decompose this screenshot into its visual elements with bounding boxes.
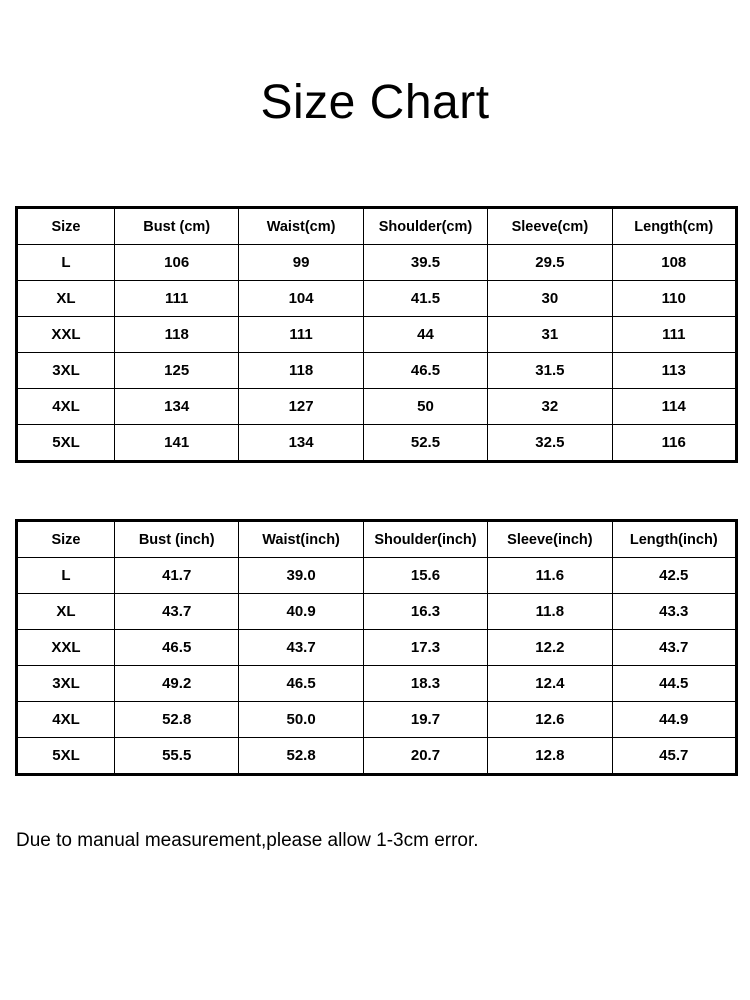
table-row <box>17 558 737 594</box>
cell-shoulder: 46.5 <box>363 353 487 389</box>
cell-bust: 55.5 <box>115 738 239 775</box>
cell-waist: 52.8 <box>239 738 363 775</box>
cell-sleeve: 12.8 <box>488 738 612 775</box>
cell-sleeve: 32 <box>488 389 612 425</box>
cell-shoulder: 20.7 <box>363 738 487 775</box>
table-header-row <box>17 521 737 558</box>
cell-bust: 134 <box>115 389 239 425</box>
cell-sleeve: 12.4 <box>488 666 612 702</box>
cell-waist: 99 <box>239 245 363 281</box>
cell-waist: 40.9 <box>239 594 363 630</box>
cell-sleeve: 32.5 <box>488 425 612 462</box>
column-header-waist: Waist(cm) <box>239 208 363 245</box>
size-table-cm <box>15 206 738 463</box>
cell-shoulder: 41.5 <box>363 281 487 317</box>
cell-sleeve: 12.6 <box>488 702 612 738</box>
cell-sleeve: 31.5 <box>488 353 612 389</box>
table-header-row <box>17 208 737 245</box>
cell-shoulder: 17.3 <box>363 630 487 666</box>
cell-shoulder: 15.6 <box>363 558 487 594</box>
cell-size: 4XL <box>17 389 115 425</box>
column-header-length: Length(cm) <box>612 208 736 245</box>
cell-shoulder: 19.7 <box>363 702 487 738</box>
table-row <box>17 666 737 702</box>
cell-shoulder: 39.5 <box>363 245 487 281</box>
cell-bust: 41.7 <box>115 558 239 594</box>
table-header-inch <box>17 521 737 558</box>
table-body-cm <box>17 245 737 462</box>
cell-size: XL <box>17 281 115 317</box>
cell-waist: 111 <box>239 317 363 353</box>
cell-sleeve: 30 <box>488 281 612 317</box>
cell-waist: 104 <box>239 281 363 317</box>
cell-length: 44.9 <box>612 702 736 738</box>
table-row <box>17 389 737 425</box>
cell-length: 45.7 <box>612 738 736 775</box>
cell-length: 113 <box>612 353 736 389</box>
table-body-inch <box>17 558 737 775</box>
cell-size: XXL <box>17 630 115 666</box>
cell-length: 44.5 <box>612 666 736 702</box>
cell-sleeve: 11.8 <box>488 594 612 630</box>
cell-length: 110 <box>612 281 736 317</box>
cell-shoulder: 44 <box>363 317 487 353</box>
table-row <box>17 353 737 389</box>
table-row <box>17 630 737 666</box>
table-header-cm <box>17 208 737 245</box>
cell-shoulder: 50 <box>363 389 487 425</box>
cell-length: 114 <box>612 389 736 425</box>
cell-size: XL <box>17 594 115 630</box>
cell-shoulder: 52.5 <box>363 425 487 462</box>
cell-size: 4XL <box>17 702 115 738</box>
cell-bust: 52.8 <box>115 702 239 738</box>
cell-bust: 111 <box>115 281 239 317</box>
cell-size: XXL <box>17 317 115 353</box>
cell-waist: 118 <box>239 353 363 389</box>
column-header-sleeve: Sleeve(inch) <box>488 521 612 558</box>
cell-waist: 127 <box>239 389 363 425</box>
table-row <box>17 594 737 630</box>
cell-waist: 50.0 <box>239 702 363 738</box>
cell-size: 3XL <box>17 353 115 389</box>
column-header-shoulder: Shoulder(cm) <box>363 208 487 245</box>
cell-bust: 106 <box>115 245 239 281</box>
cell-size: 5XL <box>17 738 115 775</box>
column-header-size: Size <box>17 521 115 558</box>
cell-length: 111 <box>612 317 736 353</box>
table-row <box>17 738 737 775</box>
cell-shoulder: 18.3 <box>363 666 487 702</box>
table-row <box>17 702 737 738</box>
cell-waist: 46.5 <box>239 666 363 702</box>
cell-length: 43.7 <box>612 630 736 666</box>
cell-size: L <box>17 245 115 281</box>
cell-waist: 134 <box>239 425 363 462</box>
cell-sleeve: 31 <box>488 317 612 353</box>
cell-bust: 125 <box>115 353 239 389</box>
table-row <box>17 245 737 281</box>
cell-size: 5XL <box>17 425 115 462</box>
cell-bust: 43.7 <box>115 594 239 630</box>
column-header-bust: Bust (inch) <box>115 521 239 558</box>
cell-bust: 46.5 <box>115 630 239 666</box>
column-header-length: Length(inch) <box>612 521 736 558</box>
cell-bust: 49.2 <box>115 666 239 702</box>
table-row <box>17 317 737 353</box>
cell-length: 42.5 <box>612 558 736 594</box>
column-header-shoulder: Shoulder(inch) <box>363 521 487 558</box>
measurement-disclaimer: Due to manual measurement,please allow 1-3cm error. <box>16 830 479 851</box>
column-header-sleeve: Sleeve(cm) <box>488 208 612 245</box>
column-header-bust: Bust (cm) <box>115 208 239 245</box>
cell-bust: 141 <box>115 425 239 462</box>
table-row <box>17 281 737 317</box>
column-header-waist: Waist(inch) <box>239 521 363 558</box>
table-row <box>17 425 737 462</box>
size-table-inch <box>15 519 738 776</box>
cell-sleeve: 11.6 <box>488 558 612 594</box>
cell-length: 43.3 <box>612 594 736 630</box>
cell-size: 3XL <box>17 666 115 702</box>
cell-waist: 43.7 <box>239 630 363 666</box>
cell-waist: 39.0 <box>239 558 363 594</box>
cell-sleeve: 29.5 <box>488 245 612 281</box>
page-title: Size Chart <box>260 76 490 129</box>
cell-bust: 118 <box>115 317 239 353</box>
cell-shoulder: 16.3 <box>363 594 487 630</box>
cell-length: 116 <box>612 425 736 462</box>
cell-size: L <box>17 558 115 594</box>
cell-sleeve: 12.2 <box>488 630 612 666</box>
cell-length: 108 <box>612 245 736 281</box>
column-header-size: Size <box>17 208 115 245</box>
